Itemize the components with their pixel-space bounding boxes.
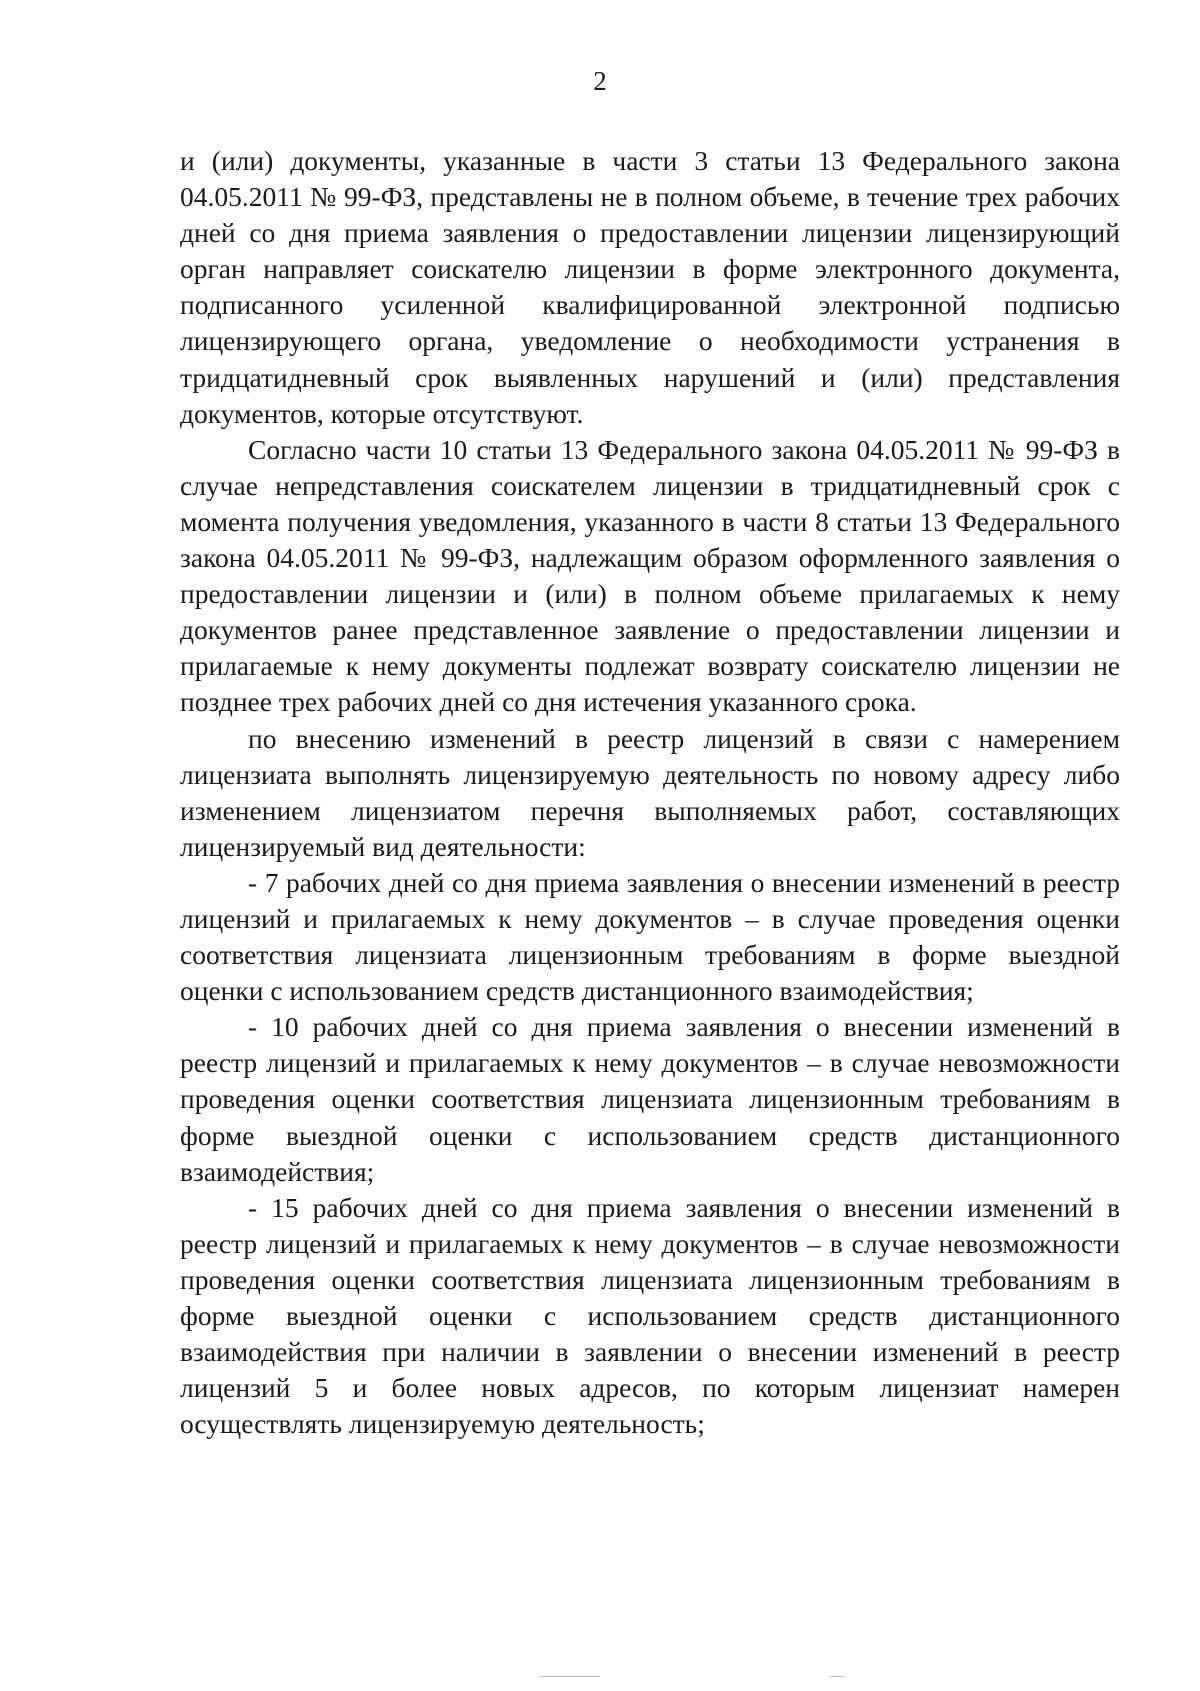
document-body — [180, 143, 1120, 1442]
scan-artifact — [830, 1676, 844, 1677]
paragraph-continuation: и (или) документы, указанные в части 3 статьи 13 Федерального закона 04.05.2011 № 99-ФЗ, представлены не в полном объеме, в течение трех рабочих дней со дня приема заявления о предоставлении лицензии лицензирующий орган направляет соискателю лицензии в форме электронного документа, подписанного усиленной квалифицированной электронной подписью лицензирующего органа, уведомление о необходимости устранения в тридцатидневный срок выявленных нарушений и (или) представления документов, которые отсутствуют. — [180, 145, 1120, 429]
list-item-7-days: - 7 рабочих дней со дня приема заявления о внесении изменений в реестр лицензий и прилагаемых к нему документов – в случае проведения оценки соответствия лицензиата лицензионным требованиям в форме выездной оценки с использованием средств дистанционного взаимодействия; — [180, 866, 1120, 1007]
scan-artifact — [540, 1676, 600, 1677]
paragraph-part-10-article-13: Согласно части 10 статьи 13 Федерального закона 04.05.2011 № 99-ФЗ в случае непредставления соискателем лицензии в тридцатидневный срок с момента получения уведомления, указанного в части 8 статьи 13 Федерального закона 04.05.2011 № 99-ФЗ, надлежащим образом оформленного заявления о предоставлении лицензии и (или) в полном объеме прилагаемых к нему документов ранее представленное заявление о предоставлении лицензии и прилагаемые к нему документы подлежат возврату соискателю лицензии не позднее трех рабочих дней со дня истечения указанного срока. — [180, 433, 1120, 718]
page-number: 2 — [593, 66, 607, 96]
list-item-10-days: - 10 рабочих дней со дня приема заявления о внесении изменений в реестр лицензий и прилагаемых к нему документов – в случае невозможности проведения оценки соответствия лицензиата лицензионным требованиям в форме выездной оценки с использованием средств дистанционного взаимодействия; — [180, 1011, 1120, 1187]
paragraph-registry-changes: по внесению изменений в реестр лицензий в связи с намерением лицензиата выполнять лицензируемую деятельность по новому адресу либо изменением лицензиатом перечня выполняемых работ, составляющих лицензируемый вид деятельности: — [180, 722, 1120, 862]
list-item-15-days: - 15 рабочих дней со дня приема заявления о внесении изменений в реестр лицензий и прилагаемых к нему документов – в случае невозможности проведения оценки соответствия лицензиата лицензионным требованиям в форме выездной оценки с использованием средств дистанционного взаимодействия при наличии в заявлении о внесении изменений в реестр лицензий 5 и более новых адресов, по которым лицензиат намерен осуществлять лицензируемую деятельность; — [180, 1191, 1120, 1440]
